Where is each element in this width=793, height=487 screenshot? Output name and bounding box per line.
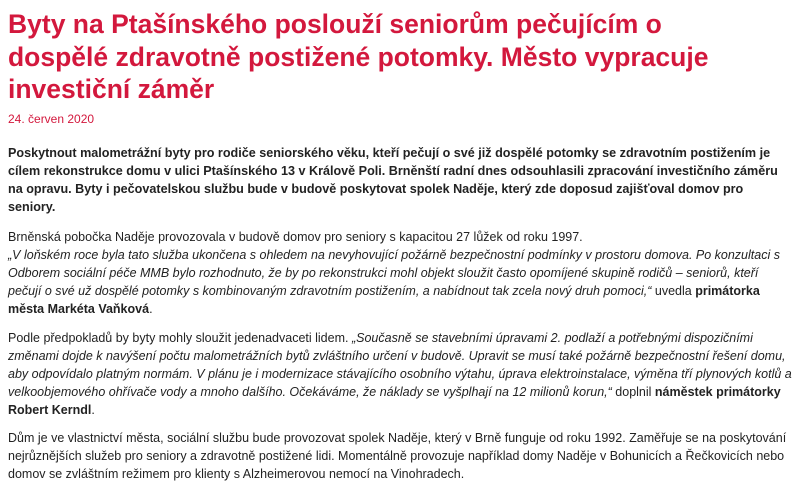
paragraph-2-attribution: doplnil <box>615 384 652 399</box>
paragraph-2-intro: Podle předpokladů by byty mohly sloužit jedenadvaceti lidem. <box>8 330 349 345</box>
paragraph-3: Dům je ve vlastnictví města, sociální službu bude provozovat spolek Naděje, který v Brně funguje od roku 1992. Zaměřuje se na poskytování nejrůznějších služeb pro seniory a zdravotně postižené lidi. Momentálně provozuje například domy Naděje v Bohunicích a Řečkovicích nebo domov se zvláštním režimem pro klienty s Alzheimerovou nemocí na Vinohradech. <box>8 430 787 481</box>
paragraph-2-end: . <box>91 402 95 417</box>
paragraph-1-end: . <box>149 301 153 316</box>
paragraph-2-speaker: náměstek primátorky Robert Kerndl <box>8 384 781 417</box>
paragraph-1-attribution: uvedla <box>654 283 692 298</box>
paragraph-2 <box>8 329 793 419</box>
paragraph-1 <box>8 228 793 318</box>
article-lead: Poskytnout malometrážní byty pro rodiče seniorského věku, kteří pečují o své již dospělé potomky se zdravotním postižením je cílem rekonstrukce domu v ulici Ptašínského 13 v Králově Poli. Brněnští radní dnes odsouhlasili zpracování investičního záměru na opravu. Byty i pečovatelskou službu bude v budově poskytovat spolek Naděje, který zde doposud zajišťoval domov pro seniory. <box>8 145 778 214</box>
article-date: 24. červen 2020 <box>8 111 95 126</box>
paragraph-1-intro: Brněnská pobočka Naděje provozovala v budově domov pro seniory s kapacitou 27 lůžek od roku 1997. <box>8 229 583 244</box>
paragraph-2-quote: „Současně se stavebními úpravami 2. podlaží a potřebnými dispozičními změnami dojde k navýšení počtu malometrážních bytů zvláštního určení v budově. Upravit se musí také požárně bezpečnostní řešení domu, aby odpovídalo platným normám. V plánu je i modernizace stávajícího osobního výtahu, úprava elektroinstalace, výměna tří plynových kotlů a velkoobjemového ohřívače vody a mnoho dalšího. Očekáváme, že náklady se vyšplhají na 12 milionů korun,“ <box>8 330 792 399</box>
article-title: Byty na Ptašínského poslouží seniorům pečujícím o dospělé zdravotně postižené potomky. Město vypracuje investiční záměr <box>8 9 709 104</box>
paragraph-1-quote: „V loňském roce byla tato služba ukončena s ohledem na nevyhovující požárně bezpečnostní podmínky v prostoru domova. Po konzultaci s Odborem sociální péče MMB bylo rozhodnuto, že by po rekonstrukci mohl objekt sloužit často opomíjené skupině rodičů – seniorů, kteří pečují o své už dospělé potomky s kombinovaným zdravotním postižením, a nabídnout tak zcela nový druh pomoci,“ <box>8 247 780 298</box>
paragraph-1-speaker: primátorka města Markéta Vaňková <box>8 283 760 316</box>
